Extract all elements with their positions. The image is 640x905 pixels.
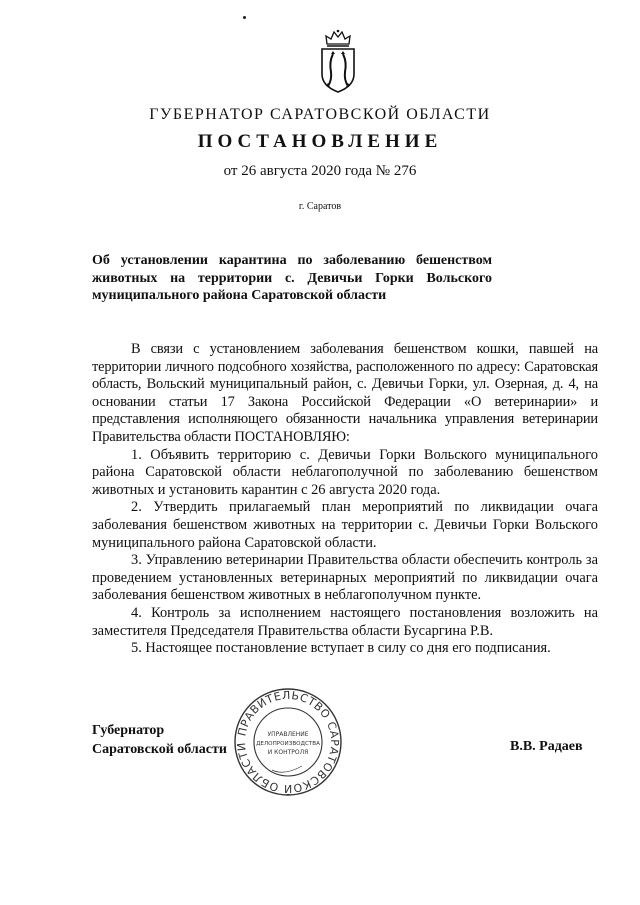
document-city: г. Саратов [298, 201, 342, 212]
seal-inner-line-2: ДЕЛОПРОИЗВОДСТВА [256, 741, 320, 747]
seal-flourish [272, 766, 302, 772]
clause-4: 4. Контроль за исполнением настоящего постановления возложить на заместителя Председателя Правительства области Бусаргина Р.В. [92, 604, 598, 639]
scan-speck [243, 16, 246, 19]
seal-inner-line-3: И КОНТРОЛЯ [267, 749, 309, 756]
clause-1: 1. Объявить территорию с. Девичьи Горки Вольского муниципального района Саратовской области неблагополучной по заболеванию бешенством животных и установить карантин с 26 августа 2020 года. [92, 446, 598, 498]
clause-5: 5. Настоящее постановление вступает в силу со дня его подписания. [131, 640, 551, 657]
document-body [92, 341, 598, 658]
official-seal-stamp [232, 686, 344, 798]
signatory-title-line-1: Губернатор [92, 723, 165, 738]
issuing-authority: ГУБЕРНАТОР САРАТОВСКОЙ ОБЛАСТИ [149, 106, 491, 123]
document-subject: Об установлении карантина по заболеванию бешенством животных на территории с. Девичьи Горки Вольского муниципального района Саратовской области [92, 253, 492, 303]
saratov-coat-of-arms-icon [318, 28, 358, 94]
seal-outer-text: ПРАВИТЕЛЬСТВО САРАТОВСКОЙ ОБЛАСТИ [234, 688, 342, 796]
preamble-paragraph: В связи с установлением заболевания бешенством кошки, павшей на территории личного подсобного хозяйства, расположенного по адресу: Саратовская область, Вольский муниципальный район, с. Девичьи Горки, ул. Озерная, д. 4, на основании статьи 17 Закона Российской Федерации «О ветеринарии» и представления исполняющего обязанности начальника управления ветеринарии Правительства области ПОСТАНОВЛЯЮ: [92, 341, 598, 445]
document-date-number: от 26 августа 2020 года № 276 [223, 163, 417, 179]
signatory-title [92, 721, 227, 759]
signatory-title-line-2: Саратовской области [92, 742, 227, 757]
seal-inner-line-1: УПРАВЛЕНИЕ [267, 731, 309, 738]
document-type: ПОСТАНОВЛЕНИЕ [197, 131, 443, 152]
signatory-name: В.В. Радаев [510, 739, 583, 754]
clause-2: 2. Утвердить прилагаемый план мероприятий по ликвидации очага заболевания бешенством животных на территории с. Девичьи Горки Вольского муниципального района Саратовской области. [92, 499, 598, 551]
clause-3: 3. Управлению ветеринарии Правительства области обеспечить контроль за проведением установленных ветеринарных мероприятий по ликвидации очага заболевания бешенством животных в неблагополучном пункте. [92, 552, 598, 604]
